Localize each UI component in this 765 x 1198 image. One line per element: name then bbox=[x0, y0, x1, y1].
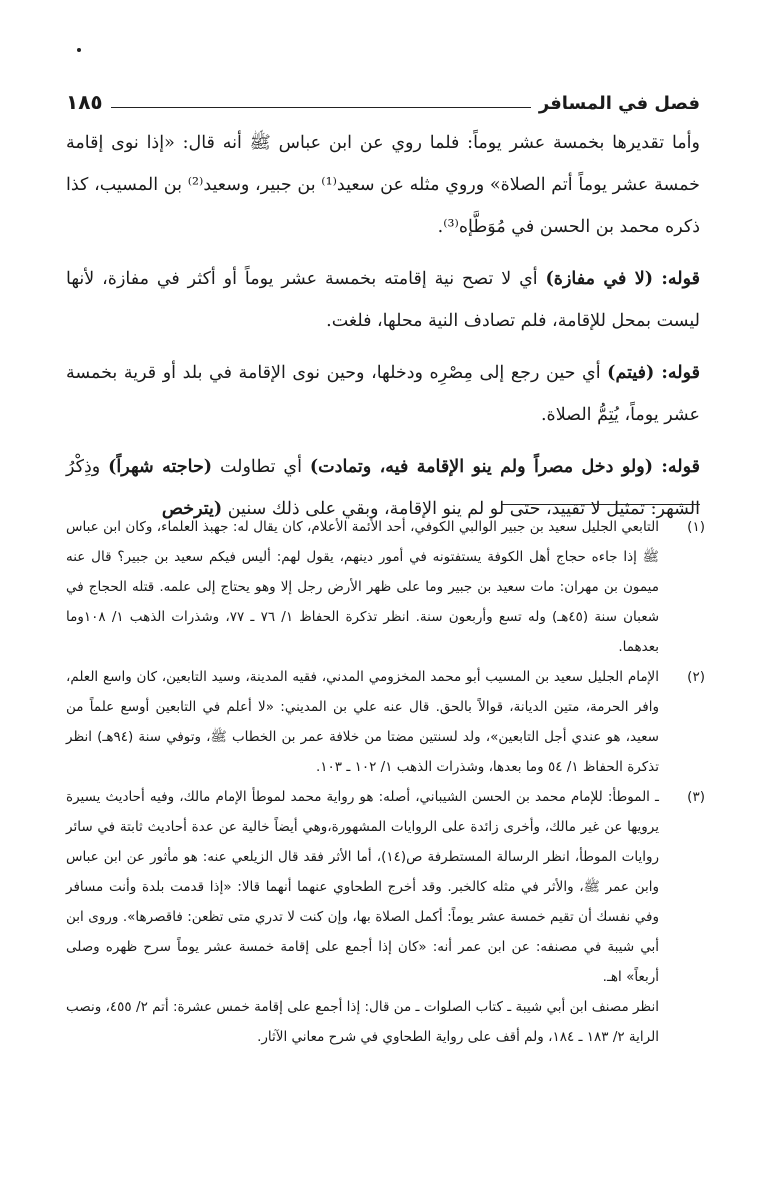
footnote-text: ـ الموطأ: للإمام محمد بن الحسن الشيباني، أصله: هو رواية محمد لموطأ الإمام مالك، وفيه أحاديث يسيرة يرويها عن غير مالك، وأخرى زائدة على الروايات المشهورة،وهي أيضاً خالية عن عدة أحاديث ثابتة في سائر روايات الموطأ، انظر الرسالة المستطرفة ص(١٤)، أما الأثر فقد قال الزيلعي عنه: هو مأثور عن ابن عباس وابن عمر ﷺ، والأثر في مثله كالخبر. وقد أخرج الطحاوي عنهما أنهما قالا: «إذا قدمت بلدة وأنت مسافر وفي نفسك أن تقيم خمسة عشر يوماً: أكمل الصلاة بها، وإن كنت لا تدري متى تظعن: فاقصرها». وروى ابن أبي شيبة في مصنفه: عن ابن عمر أنه: «كان إذا أجمع على إقامة خمسة عشر يوماً سرح ظهره وصلى أربعاً» اهـ. bbox=[66, 789, 660, 985]
paragraph-3-text: أي حين رجع إلى مِصْرِه ودخلها، وحين نوى الإقامة في بلد أو قرية بخمسة عشر يوماً، يُتِمُّ الصلاة. bbox=[66, 363, 700, 425]
footnote-number: (١) bbox=[687, 519, 705, 535]
footnote-1 bbox=[66, 512, 705, 662]
footnotes bbox=[66, 512, 705, 1052]
footnote-number: (٣) bbox=[687, 789, 705, 805]
footnote-text: التابعي الجليل سعيد بن جبير الوالبي الكوفي، أحد الأئمة الأعلام، كان يقال له: جهبذ العلماء، وكان ابن عباس ﷺ إذا جاءه حجاج أهل الكوفة يستفتونه في أمور دينهم، يقول لهم: أليس فيكم سعيد بن جبير؟ قال عنه ميمون بن مهران: مات سعيد بن جبير وما على ظهر الأرض رجل إلا وهو يحتاج إلى علمه. قتله الحجاج في شعبان سنة (٤٥هـ) وله تسع وأربعون سنة. انظر تذكرة الحفاظ ١/ ٧٦ ـ ٧٧، وشذرات الذهب ١/ ١٠٨وما بعدهما. bbox=[66, 519, 660, 655]
paragraph-2-text: أي لا تصح نية إقامته بخمسة عشر يوماً أو أكثر في مفازة، لأنها ليست بمحل للإقامة، فلم تصادف النية محلها، فلغت. bbox=[66, 269, 700, 331]
paragraph-4-text: أي تطاولت bbox=[212, 457, 310, 477]
footnote-number: (٢) bbox=[687, 669, 705, 685]
keyword-lemma-3: (يترخص bbox=[161, 499, 223, 519]
footnote-text: الإمام الجليل سعيد بن المسيب أبو محمد المخزومي المدني، فقيه المدينة، وسيد التابعين، كان واسع العلم، وافر الحرمة، متين الديانة، قوالاً بالحق. قال عنه علي بن المديني: «لا أعلم في التابعين أوسع علماً من سعيد، هو عندي أجل التابعين»، ولد لسنتين مضتا من خلافة عمر بن الخطاب ﷺ، وتوفي سنة (٩٤هـ) انظر تذكرة الحفاظ ١/ ٥٤ وما بعدها، وشذرات الذهب ١/ ١٠٢ ـ ١٠٣. bbox=[66, 669, 659, 775]
running-header bbox=[66, 84, 700, 114]
print-dot bbox=[77, 48, 81, 52]
keyword-lemma: قوله: (لا في مفازة) bbox=[545, 269, 701, 289]
footnote-text-continued: انظر مصنف ابن أبي شيبة ـ كتاب الصلوات ـ من قال: إذا أجمع على إقامة خمس عشرة: أتم ٢/ ٤٥٥، ونصب الراية ٢/ ١٨٣ ـ ١٨٤، ولم أقف على رواية الطحاوي في شرح معاني الآثار. bbox=[66, 999, 660, 1045]
keyword-lemma: قوله: (ولو دخل مصراً ولم ينو الإقامة فيه، وتمادت) bbox=[309, 457, 700, 477]
keyword-lemma-2: (حاجته شهراً) bbox=[108, 457, 213, 477]
footnote-separator bbox=[502, 504, 700, 505]
footnote-3 bbox=[66, 782, 705, 1052]
paragraph-2 bbox=[66, 258, 700, 342]
footnote-2 bbox=[66, 662, 705, 782]
chapter-title: فصل في المسافر bbox=[538, 93, 700, 114]
page-number: ١٨٥ bbox=[66, 90, 103, 114]
paragraph-1: وأما تقديرها بخمسة عشر يوماً: فلما روي عن ابن عباس ﷺ أنه قال: «إذا نوى إقامة خمسة عشر يوماً أتم الصلاة» وروي مثله عن سعيد⁽¹⁾ بن جبير، وسعيد⁽²⁾ بن المسيب، كذا ذكره محمد بن الحسن في مُوَطَّإه⁽³⁾. bbox=[66, 133, 701, 237]
main-text bbox=[66, 122, 700, 540]
keyword-lemma: قوله: (فيتم) bbox=[607, 363, 700, 383]
paragraph-3 bbox=[66, 352, 700, 436]
header-rule bbox=[111, 107, 531, 108]
paragraph-4-text-end: وذِكْرُ الشهر: تمثيل لا تقييد، حتى لو لم ينو الإقامة، وبقي على ذلك سنين bbox=[66, 457, 700, 519]
